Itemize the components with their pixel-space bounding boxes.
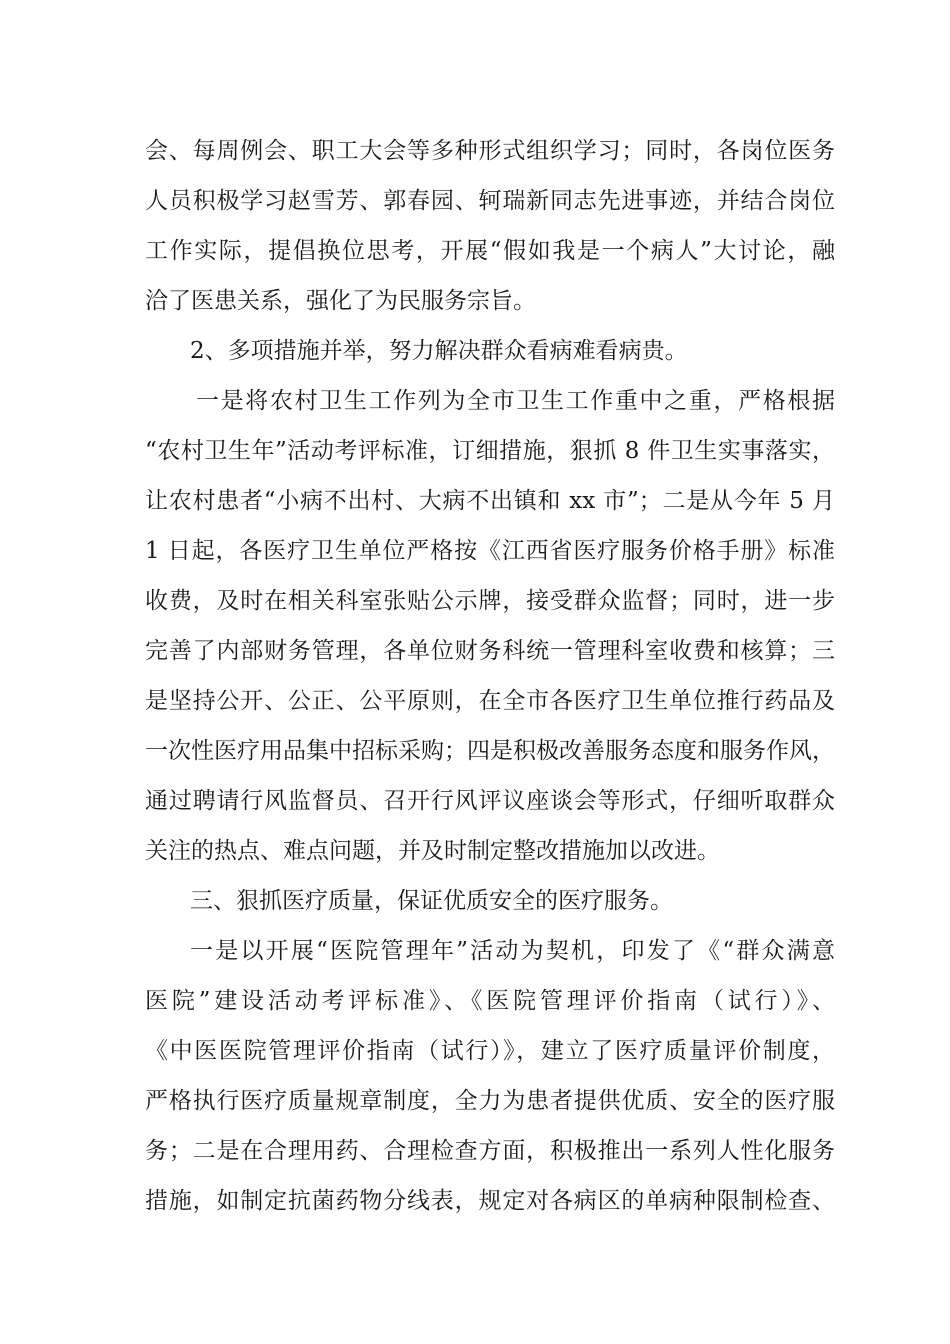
text-line: 通过聘请行风监督员、召开行风评议座谈会等形式，仔细听取群众 [145, 788, 835, 814]
text-line: 一次性医疗用品集中招标采购；四是积极改善服务态度和服务作风， [145, 738, 835, 764]
text-line: 收费，及时在相关科室张贴公示牌，接受群众监督；同时，进一步 [145, 588, 835, 614]
text-line: 完善了内部财务管理，各单位财务科统一管理科室收费和核算；三 [145, 638, 835, 664]
text-line: 严格执行医疗质量规章制度，全力为患者提供优质、安全的医疗服 [145, 1088, 835, 1114]
text-line: “农村卫生年”活动考评标准，订细措施，狠抓 8 件卫生实事落实， [145, 438, 835, 464]
text-line: 关注的热点、难点问题，并及时制定整改措施加以改进。 [145, 838, 720, 864]
section-heading: 2、多项措施并举，努力解决群众看病难看病贵。 [190, 338, 688, 364]
text-line: 医院”建设活动考评标准》、《医院管理评价指南（试行）》、 [145, 988, 835, 1014]
text-line: 1 日起，各医疗卫生单位严格按《江西省医疗服务价格手册》标准 [145, 538, 835, 564]
text-line: 人员积极学习赵雪芳、郭春园、轲瑞新同志先进事迹，并结合岗位 [145, 188, 835, 214]
text-line: 会、每周例会、职工大会等多种形式组织学习；同时，各岗位医务 [145, 138, 835, 164]
text-line: 一是将农村卫生工作列为全市卫生工作重中之重，严格根据 [196, 388, 835, 414]
text-line: 务；二是在合理用药、合理检查方面，积极推出一系列人性化服务 [145, 1138, 835, 1164]
text-line: 《中医医院管理评价指南（试行）》，建立了医疗质量评价制度， [145, 1038, 835, 1064]
text-line: 一是以开展“医院管理年”活动为契机，印发了《“群众满意 [190, 938, 835, 964]
text-line: 措施，如制定抗菌药物分线表，规定对各病区的单病种限制检查、 [145, 1188, 835, 1214]
text-line: 洽了医患关系，强化了为民服务宗旨。 [145, 288, 536, 314]
text-line: 工作实际，提倡换位思考，开展“假如我是一个病人”大讨论，融 [145, 238, 835, 264]
text-line: 是坚持公开、公正、公平原则，在全市各医疗卫生单位推行药品及 [145, 688, 835, 714]
section-heading: 三、狠抓医疗质量，保证优质安全的医疗服务。 [190, 888, 673, 914]
text-line: 让农村患者“小病不出村、大病不出镇和 xx 市”；二是从今年 5 月 [145, 488, 835, 514]
